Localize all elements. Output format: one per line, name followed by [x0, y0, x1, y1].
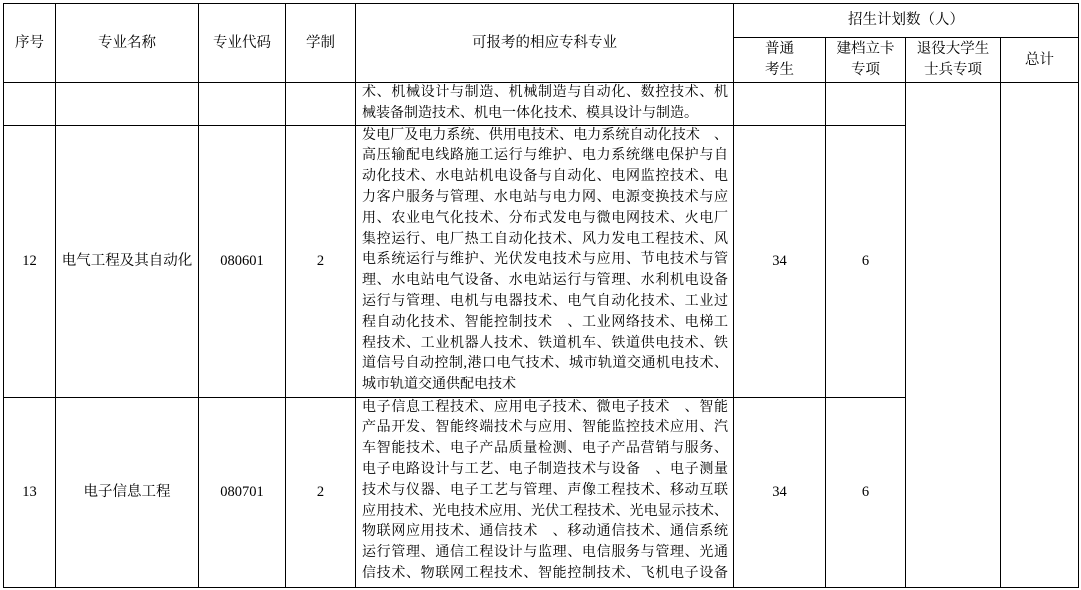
eligible-majors-line: 应用技术、光电技术应用、光伏工程技术、光电显示技术、: [362, 503, 728, 519]
eligible-majors-line: 城市轨道交通供配电技术: [362, 377, 516, 393]
eligible-majors-line: 技术与仪器、电子工艺与管理、声像工程技术、移动互联: [362, 482, 728, 498]
header-regular-line: 普通: [765, 41, 794, 57]
total-cell: [1001, 83, 1079, 588]
eligible-majors-line: 信技术、物联网工程技术、智能控制技术、飞机电子设备: [362, 565, 728, 581]
eligible-majors-line: 械装备制造技术、机电一体化技术、模具设计与制造。: [362, 105, 698, 121]
eligible-majors-line: 物联网应用技术、通信技术 、移动通信技术、通信系统: [362, 524, 728, 540]
row-duration: 2: [286, 125, 356, 397]
eligible-majors-line: 程技术、工业机器人技术、铁道机车、铁道供电技术、铁: [362, 335, 728, 351]
row-seq: 12: [4, 125, 56, 397]
row-regular-quota: 34: [734, 397, 826, 587]
header-major-code: 专业代码: [199, 4, 286, 83]
continued-eligible-majors: [356, 83, 734, 126]
header-duration: 学制: [286, 4, 356, 83]
row-eligible-majors: [356, 397, 734, 587]
veteran-quota-cell: [906, 83, 1001, 588]
continued-regular-cell: [734, 83, 826, 126]
row-eligible-majors: [356, 125, 734, 397]
eligible-majors-line: 车智能技术、电子产品质量检测、电子产品营销与服务、: [362, 441, 728, 457]
continued-duration-cell: [286, 83, 356, 126]
eligible-majors-line: 用、农业电气化技术、分布式发电与微电网技术、火电厂: [362, 210, 728, 226]
continued-row: [4, 83, 1079, 126]
eligible-majors-line: 道信号自动控制,港口电气技术、城市轨道交通机电技术、: [362, 356, 728, 372]
row-poverty-quota: 6: [826, 397, 906, 587]
eligible-majors-line: 运行管理、通信工程设计与监理、电信服务与管理、光通: [362, 545, 728, 561]
header-total: 总计: [1001, 38, 1079, 83]
eligible-majors-line: 集控运行、电厂热工自动化技术、风力发电工程技术、风: [362, 231, 728, 247]
row-poverty-quota: 6: [826, 125, 906, 397]
header-major-name: 专业名称: [56, 4, 199, 83]
header-row-top: [4, 4, 1079, 38]
header-poverty-line: 专项: [851, 62, 880, 78]
eligible-majors-line: 发电厂及电力系统、供用电技术、电力系统自动化技术 、: [362, 127, 728, 143]
row-major-code: 080601: [199, 125, 286, 397]
header-veteran-line: 士兵专项: [924, 62, 982, 78]
eligible-majors-line: 运行与管理、电机与电器技术、电气自动化技术、工业过: [362, 293, 728, 309]
header-poverty-quota: [826, 38, 906, 83]
continued-poverty-cell: [826, 83, 906, 126]
header-veteran-quota: [906, 38, 1001, 83]
eligible-majors-line: 电系统运行与维护、光伏发电技术与应用、节电技术与管: [362, 252, 728, 268]
row-regular-quota: 34: [734, 125, 826, 397]
header-veteran-line: 退役大学生: [916, 41, 990, 57]
eligible-majors-line: 力客户服务与管理、水电站与电力网、电源变换技术与应: [362, 189, 728, 205]
row-major-name: 电子信息工程: [56, 397, 199, 587]
header-regular-quota: [734, 38, 826, 83]
eligible-majors-line: 电子电路设计与工艺、电子制造技术与设备 、电子测量: [362, 461, 728, 477]
table-body: [4, 83, 1079, 588]
header-enrollment-plan: 招生计划数（人）: [734, 4, 1079, 38]
continued-major-name-cell: [56, 83, 199, 126]
header-eligible-majors: 可报考的相应专科专业: [356, 4, 734, 83]
eligible-majors-line: 产品开发、智能终端技术与应用、智能监控技术应用、汽: [362, 420, 728, 436]
row-major-name: 电气工程及其自动化: [56, 125, 199, 397]
continued-seq-cell: [4, 83, 56, 126]
eligible-majors-line: 高压输配电线路施工运行与维护、电力系统继电保护与自: [362, 148, 728, 164]
table-header: [4, 4, 1079, 83]
header-poverty-line: 建档立卡: [836, 41, 895, 57]
eligible-majors-line: 程自动化技术、智能控制技术 、工业网络技术、电梯工: [362, 314, 728, 330]
eligible-majors-line: 理、水电站电气设备、水电站运行与管理、水利机电设备: [362, 273, 728, 289]
continued-major-code-cell: [199, 83, 286, 126]
row-seq: 13: [4, 397, 56, 587]
eligible-majors-line: 动化技术、水电站机电设备与自动化、电网监控技术、电: [362, 169, 728, 185]
admission-plan-table: [3, 3, 1079, 588]
row-duration: 2: [286, 397, 356, 587]
header-seq: 序号: [4, 4, 56, 83]
eligible-majors-line: 电子信息工程技术、应用电子技术、微电子技术 、智能: [362, 399, 728, 415]
eligible-majors-line: 术、机械设计与制造、机械制造与自动化、数控技术、机: [362, 85, 728, 100]
row-major-code: 080701: [199, 397, 286, 587]
header-regular-line: 考生: [765, 62, 794, 78]
